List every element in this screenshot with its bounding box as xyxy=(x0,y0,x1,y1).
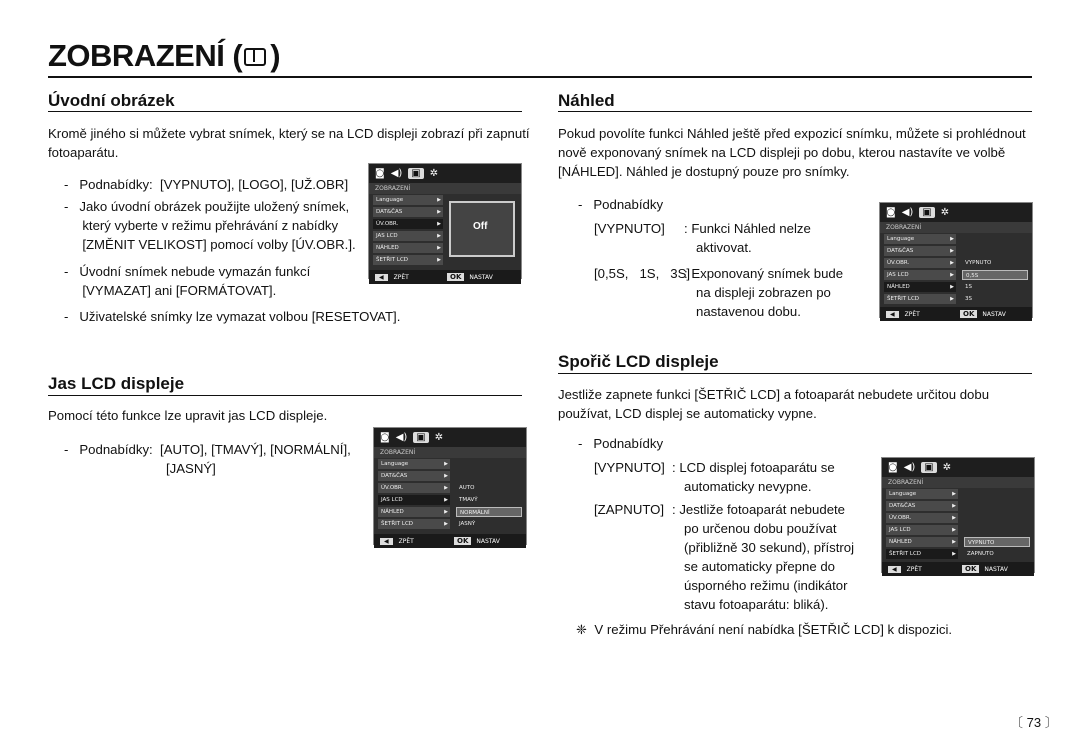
menu-value: ZAPNUTO xyxy=(967,551,994,557)
menu-tabs xyxy=(374,428,526,447)
option-desc: : Funkci Náhled nelze xyxy=(684,221,811,236)
settings-icon: ✲ xyxy=(940,207,950,218)
ok-label: OK xyxy=(960,310,977,318)
back-label: ZPĚT xyxy=(398,537,414,545)
bullet-line: - Podnabídky xyxy=(578,197,664,212)
paragraph-line: používat, LCD displej se automaticky vypne. xyxy=(558,406,817,421)
bullet-line: - Podnabídky: [AUTO], [TMAVÝ], [NORMÁLNÍ], xyxy=(64,442,351,457)
settings-icon: ✲ xyxy=(942,462,952,473)
back-label: ZPĚT xyxy=(393,273,409,281)
option-desc: po určenou dobu používat xyxy=(684,521,837,536)
section-heading-uvodni: Úvodní obrázek xyxy=(48,91,175,110)
option-desc: se automaticky přepne do xyxy=(684,559,836,574)
menu-item-brightness: JAS LCD ▶ xyxy=(378,495,450,505)
set-label: NASTAV xyxy=(984,565,1008,573)
menu-caption: ZOBRAZENÍ xyxy=(374,447,526,458)
menu-item-brightness: JAS LCD ▶ xyxy=(373,231,443,241)
section-divider xyxy=(558,111,1032,112)
back-label: ZPĚT xyxy=(906,565,922,573)
paragraph-line: nově exponovaný snímek na LCD displeji po dobu, kterou nastavíte ve volbě xyxy=(558,145,1006,160)
ok-label: OK xyxy=(447,273,464,281)
section-divider xyxy=(558,373,1032,374)
left-arrow-icon: ◀ xyxy=(375,274,388,281)
display-icon: ▣ xyxy=(413,432,428,443)
paragraph-line: Pomocí této funkce lze upravit jas LCD displeje. xyxy=(48,408,328,423)
bullet-line: - Úvodní snímek nebude vymazán funkcí xyxy=(64,264,311,279)
page-title xyxy=(48,38,280,74)
option-desc: aktivovat. xyxy=(696,240,752,255)
option-desc: nastavenou dobu. xyxy=(696,304,801,319)
camera-icon: ◙ xyxy=(380,432,390,443)
bullet-line: [VYMAZAT] ani [FORMÁTOVAT]. xyxy=(64,283,277,298)
menu-value: JASNÝ xyxy=(459,521,476,527)
display-icon: ▣ xyxy=(919,207,934,218)
sound-icon: ◀) xyxy=(390,168,403,179)
ok-label: OK xyxy=(454,537,471,545)
menu-footer xyxy=(880,307,1032,321)
settings-icon: ✲ xyxy=(429,168,439,179)
option-desc: automaticky nevypne. xyxy=(684,479,812,494)
menu-item-saver: ŠETŘIT LCD ▶ xyxy=(373,255,443,265)
paragraph-line: [NÁHLED]. Náhled je dostupný pouze pro snímky. xyxy=(558,164,850,179)
back-label: ZPĚT xyxy=(904,310,920,318)
sound-icon: ◀) xyxy=(903,462,916,473)
menu-caption: ZOBRAZENÍ xyxy=(882,477,1034,488)
menu-item-startup: ÚV.OBR. ▶ xyxy=(378,483,450,493)
menu-item-preview: NÁHLED ▶ xyxy=(884,282,956,292)
section-divider xyxy=(48,395,522,396)
option-desc: stavu fotoaparátu: bliká). xyxy=(684,597,829,612)
bullet-line: - Uživatelské snímky lze vymazat volbou [RESETOVAT]. xyxy=(64,309,401,324)
menu-item-saver: ŠETŘIT LCD ▶ xyxy=(886,549,958,559)
menu-item-brightness: JAS LCD ▶ xyxy=(886,525,958,535)
menu-footer xyxy=(374,534,526,548)
camera-icon: ◙ xyxy=(888,462,898,473)
menu-item-preview: NÁHLED ▶ xyxy=(378,507,450,517)
camera-menu-sporic xyxy=(881,457,1035,573)
section-divider xyxy=(48,111,522,112)
menu-item-language: Language ▶ xyxy=(378,459,450,469)
option-key: [VYPNUTO] xyxy=(594,221,665,236)
note: ❈ V režimu Přehrávání není nabídka [ŠETŘIČ LCD] k dispozici. xyxy=(576,622,953,637)
left-arrow-icon: ◀ xyxy=(888,566,901,573)
option-key: [VYPNUTO] xyxy=(594,460,665,475)
option-key: [ZAPNUTO] xyxy=(594,502,665,517)
menu-caption: ZOBRAZENÍ xyxy=(880,222,1032,233)
menu-tabs xyxy=(882,458,1034,477)
page-title-end: ) xyxy=(270,38,281,73)
menu-value: TMAVÝ xyxy=(459,497,478,503)
section-heading-sporic: Spořič LCD displeje xyxy=(558,352,719,371)
camera-menu-jas xyxy=(373,427,527,545)
menu-value: AUTO xyxy=(459,485,475,491)
section-heading-nahled: Náhled xyxy=(558,91,615,110)
option-desc: úsporného režimu (indikátor xyxy=(684,578,848,593)
left-arrow-icon: ◀ xyxy=(380,538,393,545)
menu-item-saver: ŠETŘIT LCD ▶ xyxy=(378,519,450,529)
menu-value: VYPNUTO xyxy=(965,260,992,266)
menu-item-language: Language ▶ xyxy=(884,234,956,244)
menu-item-datetime: DAT&ČAS ▶ xyxy=(378,471,450,481)
option-desc: : Exponovaný snímek bude xyxy=(684,266,844,281)
sound-icon: ◀) xyxy=(901,207,914,218)
page-number: 〔 73 〕 xyxy=(1010,715,1058,730)
camera-icon: ◙ xyxy=(375,168,385,179)
option-desc: (přibližně 30 sekund), přístroj xyxy=(684,540,855,555)
left-arrow-icon: ◀ xyxy=(886,311,899,318)
paragraph-line: Pokud povolíte funkci Náhled ještě před expozicí snímku, můžete si prohlédnout xyxy=(558,126,1026,141)
page-number-value: 73 xyxy=(1026,715,1042,730)
option-desc: : LCD displej fotoaparátu se xyxy=(672,460,835,475)
title-divider xyxy=(48,76,1032,78)
bullet-line: - Jako úvodní obrázek použijte uložený snímek, xyxy=(64,199,350,214)
menu-item-language: Language ▶ xyxy=(373,195,443,205)
menu-caption: ZOBRAZENÍ xyxy=(369,183,521,194)
menu-value: 1S xyxy=(965,284,972,290)
option-desc: na displeji zobrazen po xyxy=(696,285,831,300)
bullet-line: který vyberte v režimu přehrávání z nabídky xyxy=(64,218,339,233)
menu-value: 3S xyxy=(965,296,972,302)
menu-item-datetime: DAT&ČAS ▶ xyxy=(884,246,956,256)
menu-item-startup: ÚV.OBR. ▶ xyxy=(886,513,958,523)
ok-label: OK xyxy=(962,565,979,573)
menu-item-startup: ÚV.OBR. ▶ xyxy=(884,258,956,268)
settings-icon: ✲ xyxy=(434,432,444,443)
section-heading-jas: Jas LCD displeje xyxy=(48,374,185,393)
bullet-line: [ZMĚNIT VELIKOST] pomocí volby [ÚV.OBR.]. xyxy=(64,237,356,252)
sound-icon: ◀) xyxy=(395,432,408,443)
menu-item-preview: NÁHLED ▶ xyxy=(373,243,443,253)
menu-footer xyxy=(882,562,1034,576)
camera-menu-nahled xyxy=(879,202,1033,318)
paragraph-line: Jestliže zapnete funkci [ŠETŘIČ LCD] a fotoaparát nebudete určitou dobu xyxy=(558,387,990,402)
camera-icon: ◙ xyxy=(886,207,896,218)
paragraph-line: fotoaparátu. xyxy=(48,145,119,160)
set-label: NASTAV xyxy=(982,310,1006,318)
tv-icon xyxy=(244,48,266,66)
menu-value-selected: 0,5S xyxy=(962,270,1028,280)
menu-item-saver: ŠETŘIT LCD ▶ xyxy=(884,294,956,304)
menu-item-datetime: DAT&ČAS ▶ xyxy=(886,501,958,511)
menu-item-preview: NÁHLED ▶ xyxy=(886,537,958,547)
page-title-text: ZOBRAZENÍ ( xyxy=(48,38,243,73)
menu-value-selected: VYPNUTO xyxy=(964,537,1030,547)
menu-item-datetime: DAT&ČAS ▶ xyxy=(373,207,443,217)
display-icon: ▣ xyxy=(408,168,423,179)
menu-tabs xyxy=(369,164,521,183)
menu-footer xyxy=(369,270,521,284)
startup-image-preview xyxy=(449,201,515,257)
menu-value-selected: NORMÁLNÍ xyxy=(456,507,522,517)
menu-item-brightness: JAS LCD ▶ xyxy=(884,270,956,280)
bullet-line: - Podnabídky xyxy=(578,436,664,451)
option-desc: : Jestliže fotoaparát nebudete xyxy=(672,502,846,517)
paragraph-line: Kromě jiného si můžete vybrat snímek, který se na LCD displeji zobrazí při zapnutí xyxy=(48,126,530,141)
menu-tabs xyxy=(880,203,1032,222)
display-icon: ▣ xyxy=(921,462,936,473)
off-value: Off xyxy=(473,221,488,232)
set-label: NASTAV xyxy=(469,273,493,281)
option-key: [0,5S, 1S, 3S] xyxy=(594,266,691,281)
set-label: NASTAV xyxy=(476,537,500,545)
bullet-line: [JASNÝ] xyxy=(166,461,216,476)
menu-item-language: Language ▶ xyxy=(886,489,958,499)
menu-item-startup: ÚV.OBR. ▶ xyxy=(373,219,443,229)
bullet-line: - Podnabídky: [VYPNUTO], [LOGO], [UŽ.OBR] xyxy=(64,177,349,192)
